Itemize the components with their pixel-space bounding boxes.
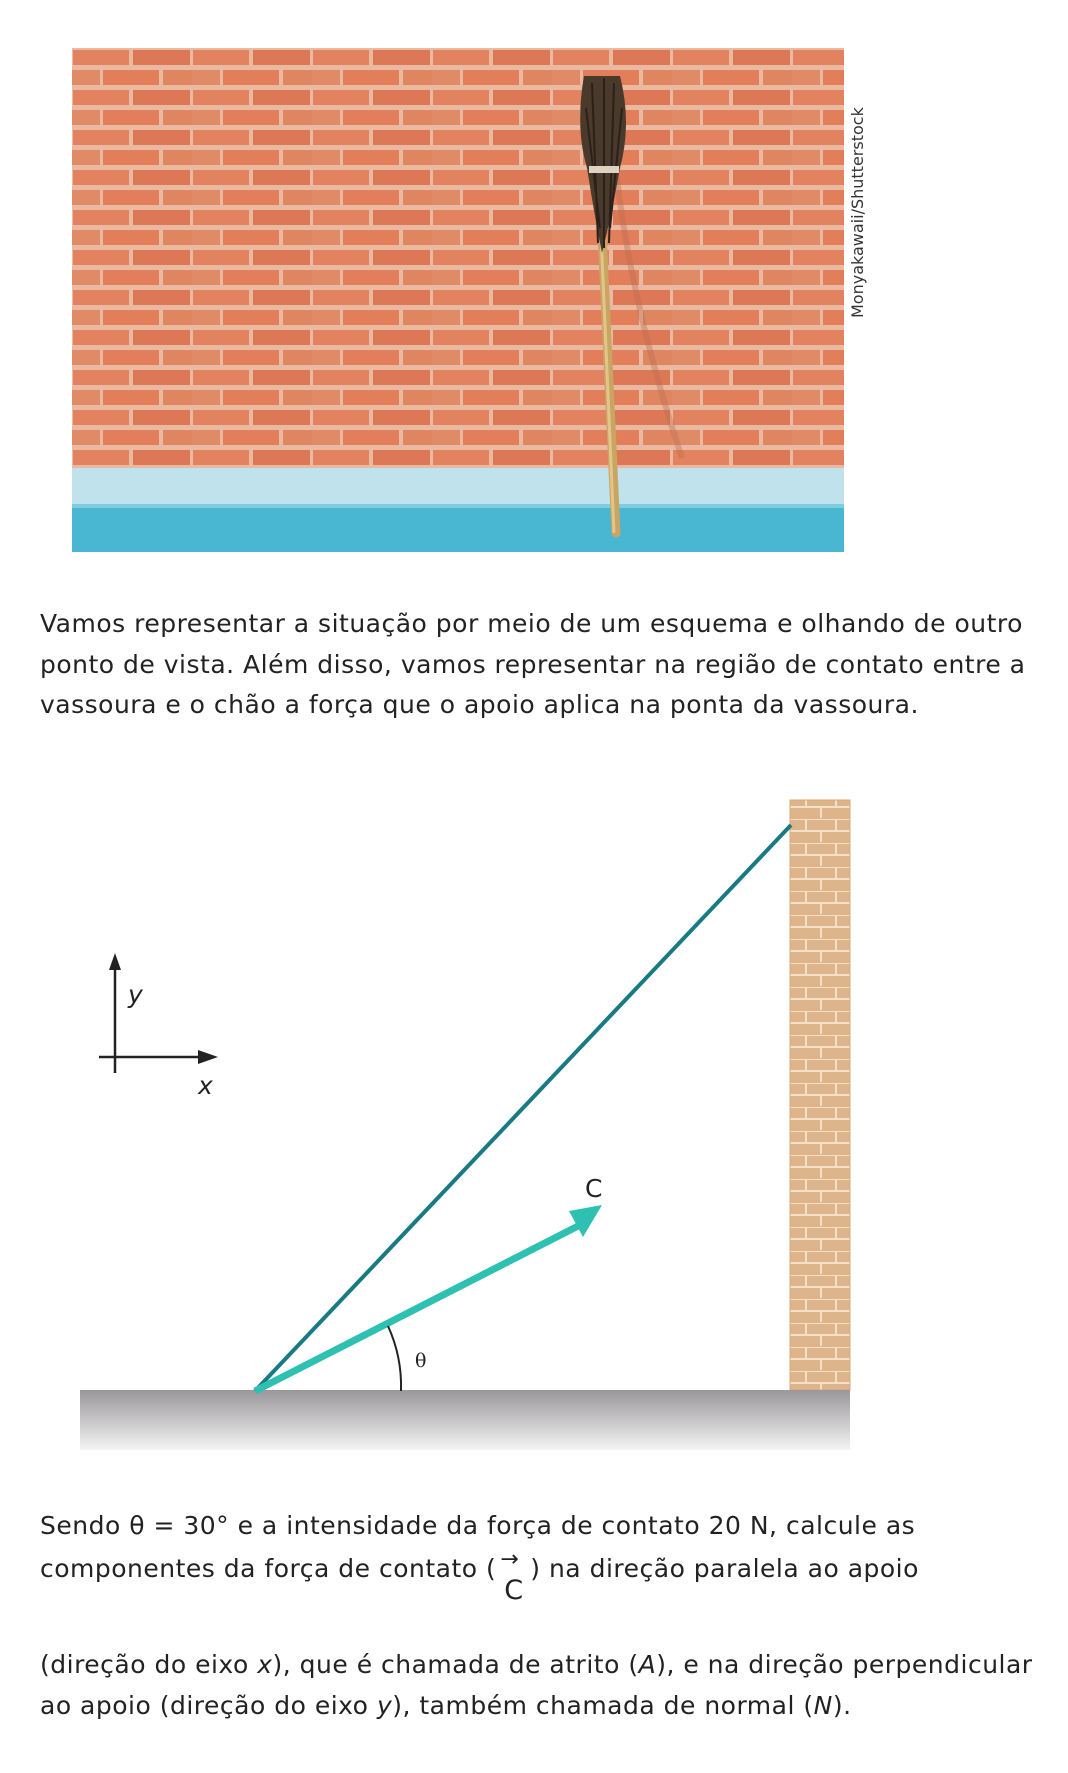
intro-paragraph: Vamos representar a situação por meio de um esquema e olhando de outro ponto de vista. Além disso, vamos representar na região de contato entre a vassoura e o chão a força que o apoio aplica na ponta da vassoura.: [40, 609, 1026, 719]
broom-photo: [72, 48, 844, 552]
question-text-3: (direção do eixo: [40, 1650, 258, 1679]
force-diagram: [72, 795, 867, 1457]
vector-arrow: →: [500, 1546, 520, 1572]
question-text-7: ).: [832, 1690, 852, 1720]
question-text-5: ), e na direção perpendicular ao apoio (direção do eixo: [40, 1650, 1033, 1720]
question-text-4: ), que é chamada de atrito (: [272, 1650, 639, 1679]
photo-credit: [848, 48, 872, 318]
vector-letter: C: [504, 1574, 524, 1606]
broom-photo-image: [72, 48, 844, 552]
angle-label: θ: [415, 1350, 427, 1372]
question-text-2: ) na direção paralela ao apoio: [530, 1553, 919, 1583]
force-label: C: [585, 1174, 603, 1203]
vector-c: [496, 1546, 530, 1606]
photo-credit-text: Monyakawaii/Shutterstock: [848, 107, 867, 318]
a-variable: A: [638, 1650, 657, 1679]
axis-y-label: y: [128, 980, 143, 1009]
axes-icon: [99, 953, 218, 1073]
x-variable: x: [257, 1650, 273, 1679]
broom-line: [255, 825, 791, 1391]
ground: [80, 1390, 850, 1450]
y-variable: y: [376, 1690, 393, 1720]
wall: [790, 800, 850, 1390]
force-arrowhead: [569, 1205, 602, 1237]
question-text-1: Sendo θ = 30° e a intensidade da força de contato 20 N, calcule as componentes da força de contato (: [40, 1511, 916, 1583]
angle-arc: [388, 1326, 401, 1391]
n-variable: N: [813, 1690, 833, 1720]
force-diagram-svg: [72, 795, 867, 1457]
axis-x-label: x: [198, 1071, 213, 1100]
question-paragraph-part2: [40, 1645, 1040, 1726]
question-text-6: ), também chamada de normal (: [392, 1690, 814, 1720]
question-paragraph-part1: [40, 1506, 1040, 1606]
